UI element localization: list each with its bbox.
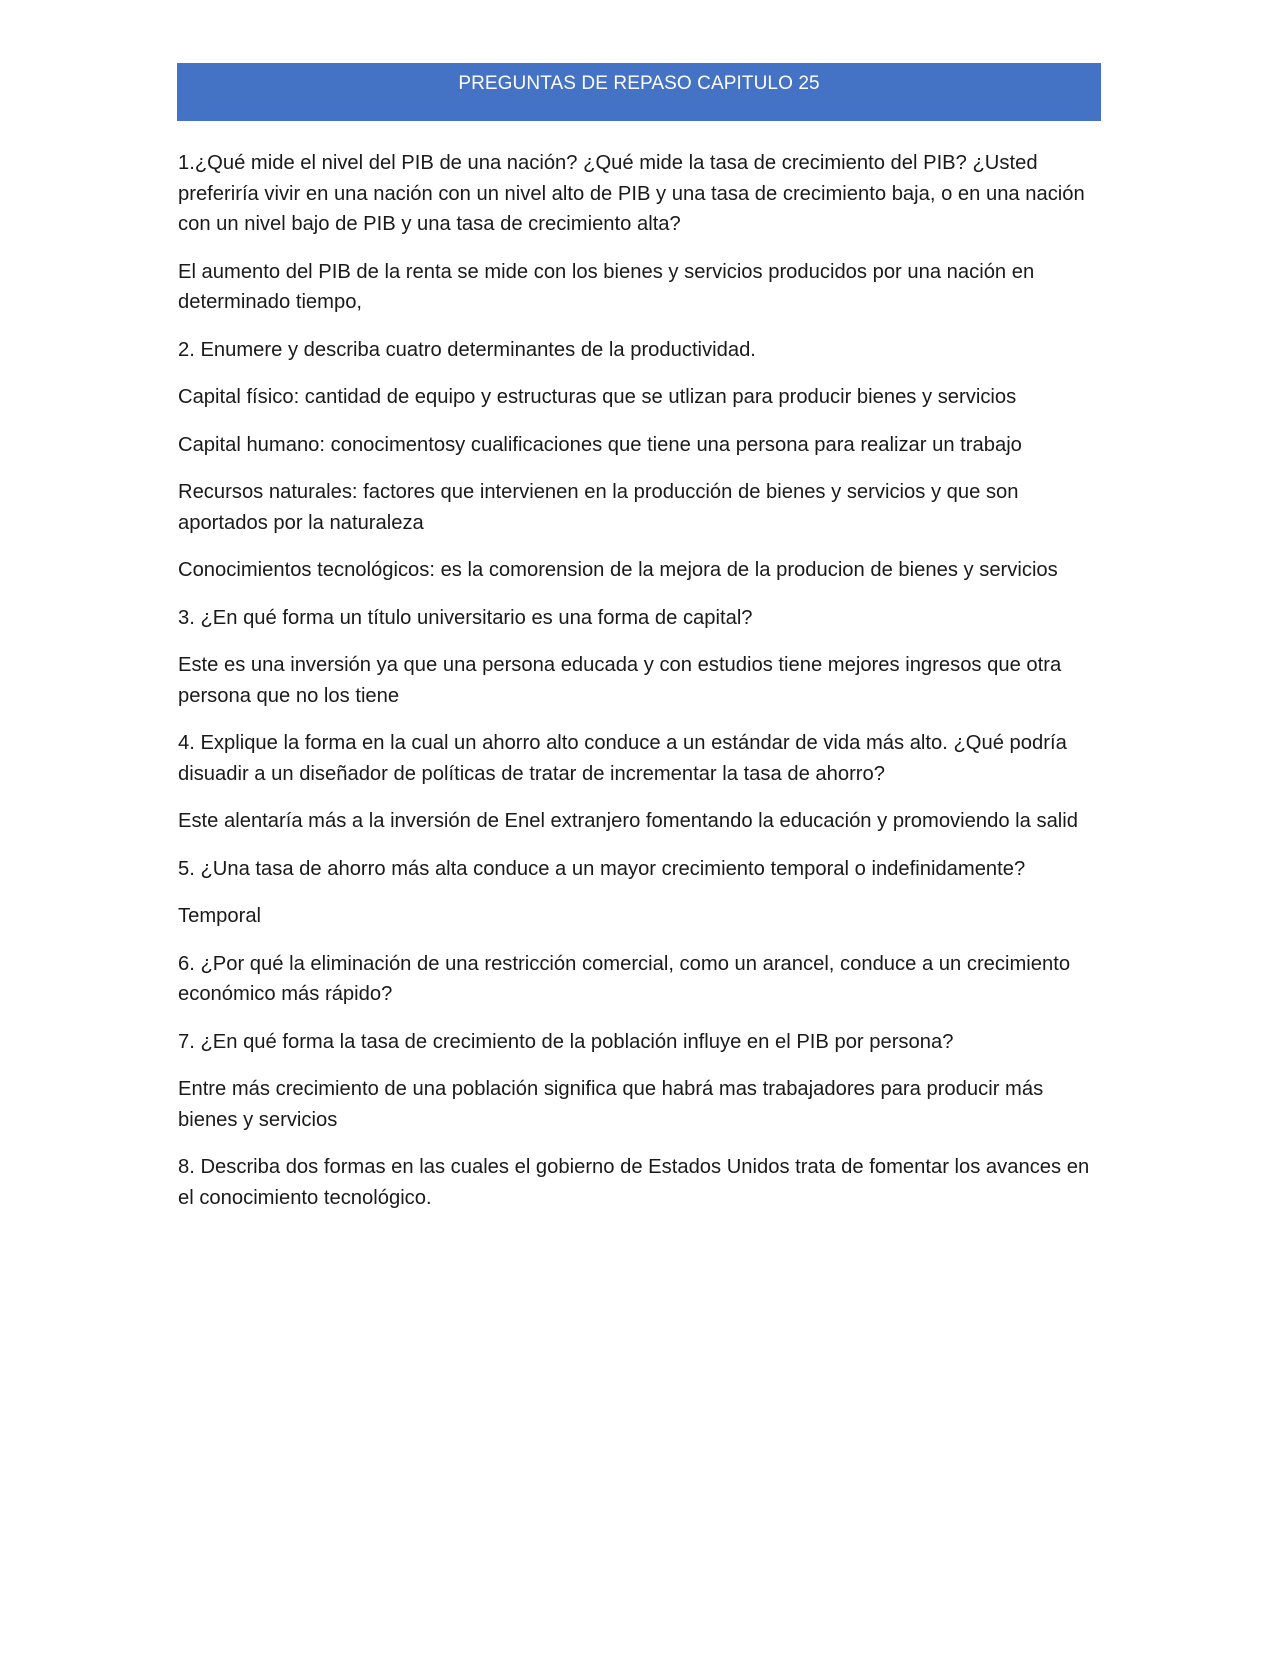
answer-7: Entre más crecimiento de una población significa que habrá mas trabajadores para producir más bienes y servicios xyxy=(178,1078,1044,1131)
document-body xyxy=(178,148,1108,1230)
answer-5: Temporal xyxy=(178,905,262,927)
question-3: 3. ¿En qué forma un título universitario es una forma de capital? xyxy=(178,606,753,629)
answer-2-conocimientos: Conocimientos tecnológicos: es la comorension de la mejora de la producion de bienes y servicios xyxy=(178,559,1058,581)
answer-1: El aumento del PIB de la renta se mide con los bienes y servicios producidos por una nación en determinado tiempo, xyxy=(178,260,1035,313)
answer-3: Este es una inversión ya que una persona educada y con estudios tiene mejores ingresos que otra persona que no los tiene xyxy=(178,654,1062,707)
question-8: 8. Describa dos formas en las cuales el gobierno de Estados Unidos trata de fomentar los avances en el conocimiento tecnológico. xyxy=(178,1156,1090,1209)
question-2: 2. Enumere y describa cuatro determinantes de la productividad. xyxy=(178,338,756,361)
answer-2-capital-fisico: Capital físico: cantidad de equipo y estructuras que se utlizan para producir bienes y servicios xyxy=(178,386,1017,408)
question-7: 7. ¿En qué forma la tasa de crecimiento de la población influye en el PIB por persona? xyxy=(178,1030,954,1053)
answer-2-recursos-naturales: Recursos naturales: factores que intervienen en la producción de bienes y servicios y que son aportados por la naturaleza xyxy=(178,481,1019,534)
answer-2-capital-humano: Capital humano: conocimentosy cualificaciones que tiene una persona para realizar un trabajo xyxy=(178,433,1022,456)
question-5: 5. ¿Una tasa de ahorro más alta conduce a un mayor crecimiento temporal o indefinidamente? xyxy=(178,857,1026,880)
question-1: 1.¿Qué mide el nivel del PIB de una nación? ¿Qué mide la tasa de crecimiento del PIB? ¿Usted preferiría vivir en una nación con un nivel alto de PIB y una tasa de crecimiento baja, o en una nación con un nivel bajo de PIB y una tasa de crecimiento alta? xyxy=(178,152,1085,235)
question-6: 6. ¿Por qué la eliminación de una restricción comercial, como un arancel, conduce a un crecimiento económico más rápido? xyxy=(178,952,1071,1005)
answer-4: Este alentaría más a la inversión de Enel extranjero fomentando la educación y promoviendo la salid xyxy=(178,810,1078,832)
question-4: 4. Explique la forma en la cual un ahorro alto conduce a un estándar de vida más alto. ¿Qué podría disuadir a un diseñador de políticas de tratar de incrementar la tasa de ahorro? xyxy=(178,732,1067,785)
page-title: PREGUNTAS DE REPASO CAPITULO 25 xyxy=(458,73,820,94)
title-banner xyxy=(177,63,1101,121)
